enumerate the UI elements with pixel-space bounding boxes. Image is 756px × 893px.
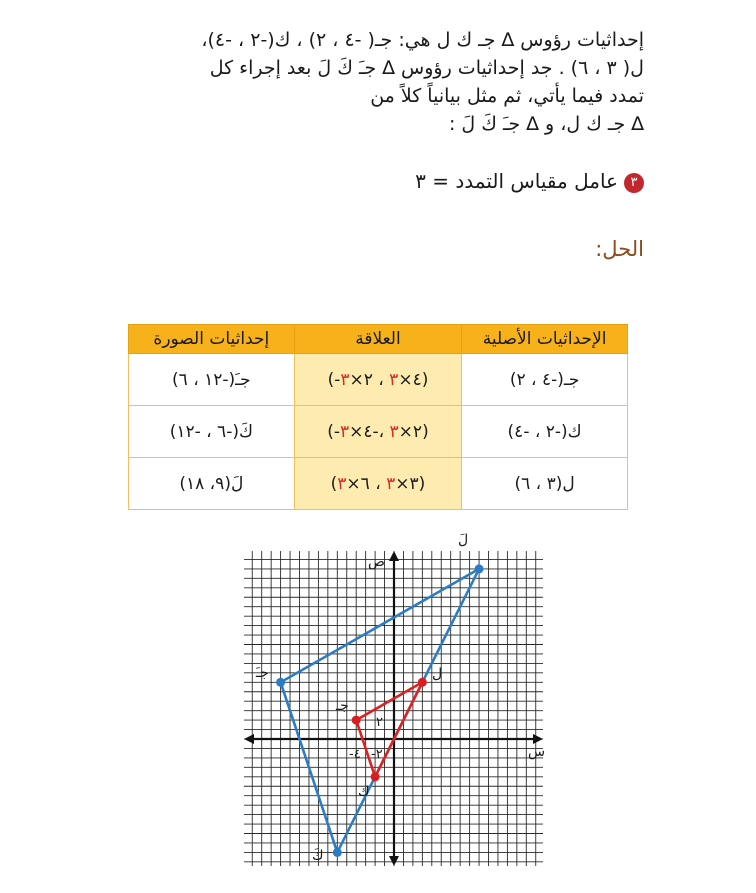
solution-heading: الحل: bbox=[595, 237, 644, 261]
y-axis-arrow-up bbox=[389, 551, 399, 561]
y-axis-arrow-down bbox=[389, 856, 399, 866]
image-vertex-Jp bbox=[276, 678, 285, 687]
rel-part: ) bbox=[418, 473, 426, 494]
x-axis-arrow-left bbox=[244, 734, 254, 744]
y-axis-label: ص bbox=[368, 554, 385, 570]
x-axis-arrow-right bbox=[533, 734, 543, 744]
question-line: ل( ٣ ، ٦) . جد إحداثيات رؤوس ∆ جـَ كَ لَ بعد إجراء كل bbox=[209, 57, 644, 79]
tick-label-y2: ٢ bbox=[376, 715, 383, 730]
cell-image: جـَ(-١٢ ، ٦) bbox=[129, 354, 295, 406]
rel-part: (-٤× bbox=[327, 369, 422, 390]
scale-factor: ٣ bbox=[340, 369, 350, 390]
label-J: جـ bbox=[336, 698, 349, 714]
cell-original: ل(٣ ، ٦) bbox=[462, 458, 628, 510]
scale-factor: ٣ bbox=[337, 473, 347, 494]
question-line: تمدد فيما يأتي، ثم مثل بيانياً كلاً من bbox=[370, 85, 644, 107]
cell-image: لَ(٩، ١٨) bbox=[129, 458, 295, 510]
rel-part: ،-٤× bbox=[349, 421, 390, 442]
tick-label-x-4: -٤ bbox=[349, 747, 361, 762]
label-L: ل bbox=[432, 666, 443, 682]
label-Jp: جـَ bbox=[256, 665, 269, 681]
question-line: إحداثيات رؤوس ∆ جـ ك ل هي: جـ( -٤ ، ٢) ، ك(-٢ ، -٤)، bbox=[201, 29, 644, 51]
scale-factor: ٣ bbox=[389, 421, 399, 442]
tick-label-x-2: -٢ bbox=[371, 747, 383, 762]
question-line: ∆ جـ ك ل، و ∆ جـَ كَ لَ : bbox=[448, 113, 644, 135]
original-vertex-J bbox=[352, 716, 361, 725]
original-vertex-K bbox=[371, 772, 380, 781]
header-original: الإحداثيات الأصلية bbox=[462, 325, 628, 354]
original-vertex-L bbox=[418, 678, 427, 687]
label-K: ك bbox=[358, 784, 370, 800]
rel-part: (٣× bbox=[330, 473, 419, 494]
label-Lp: لَ bbox=[458, 532, 469, 548]
cell-original: ك(-٢ ، -٤) bbox=[462, 406, 628, 458]
image-vertex-Lp bbox=[475, 564, 484, 573]
header-image: إحداثيات الصورة bbox=[129, 325, 295, 354]
header-relation: العلاقة bbox=[294, 325, 462, 354]
rel-part: (-٢× bbox=[327, 421, 423, 442]
scale-factor: ٣ bbox=[389, 369, 399, 390]
cell-image: كَ(-٦ ، -١٢) bbox=[129, 406, 295, 458]
task-number-badge: ٣ bbox=[624, 173, 644, 193]
scale-factor: ٣ bbox=[339, 421, 350, 442]
task-text: عامل مقياس التمدد = ٣ bbox=[415, 169, 618, 193]
rel-part: ، ٢× bbox=[349, 369, 390, 390]
image-vertex-Kp bbox=[333, 848, 342, 857]
rel-part: ) bbox=[422, 421, 429, 442]
label-Kp: كَ bbox=[312, 848, 324, 864]
cell-original: جـ(-٤ ، ٢) bbox=[462, 354, 628, 406]
x-axis-label: س bbox=[528, 744, 546, 760]
rel-part: ) bbox=[421, 369, 429, 390]
scale-factor: ٣ bbox=[386, 473, 396, 494]
rel-part: ، ٦× bbox=[346, 473, 387, 494]
